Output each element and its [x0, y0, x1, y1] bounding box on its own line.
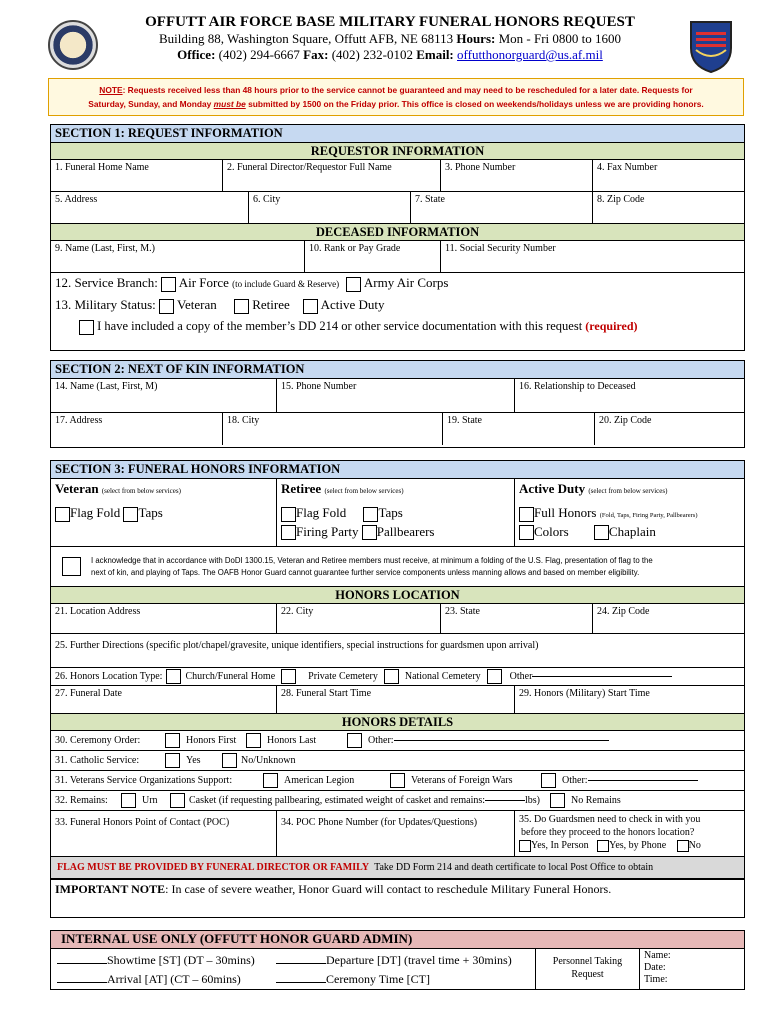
personnel-label: Personnel Taking — [552, 956, 623, 967]
note-prefix: NOTE — [99, 85, 123, 95]
air-force-checkbox[interactable] — [161, 277, 176, 292]
address: Building 88, Washington Square, Offutt AFB, NE 68113 — [158, 31, 454, 46]
wing-shield-logo — [688, 18, 734, 74]
nok-address-field[interactable]: 17. Address — [51, 413, 223, 445]
required-label: (required) — [585, 319, 638, 333]
check-in-field — [515, 811, 744, 856]
catholic-no-label: No/Unknown — [241, 755, 296, 766]
american-legion-checkbox[interactable] — [263, 773, 278, 788]
army-air-corps-checkbox[interactable] — [346, 277, 361, 292]
full-honors-checkbox[interactable] — [519, 507, 534, 522]
ceremony-other-label: Other: — [368, 735, 394, 746]
casket-checkbox[interactable] — [170, 793, 185, 808]
urn-checkbox[interactable] — [121, 793, 136, 808]
internal-times — [51, 949, 535, 989]
vso-label: 31. Veterans Service Organizations Support: — [55, 775, 233, 786]
no-remains-label: No Remains — [571, 795, 621, 806]
remains-label: 32. Remains: — [55, 795, 108, 806]
funeral-director-name-field[interactable]: 2. Funeral Director/Requestor Full Name — [223, 160, 441, 191]
important-note-text: : In case of severe weather, Honor Guard will contact to reschedule Military Funeral Honors. — [165, 882, 612, 896]
church-checkbox[interactable] — [166, 669, 181, 684]
active-duty-status-checkbox[interactable] — [303, 299, 318, 314]
active-duty-select-note: (select from below services) — [588, 487, 668, 495]
poc-phone-field[interactable]: 34. POC Phone Number (for Updates/Questions) — [277, 811, 515, 856]
vet-taps-checkbox[interactable] — [123, 507, 138, 522]
remains-row — [51, 791, 744, 811]
flag-notice — [51, 857, 744, 879]
important-note-label: IMPORTANT NOTE — [55, 882, 166, 896]
honors-last-checkbox[interactable] — [246, 733, 261, 748]
office-label: Office: — [177, 47, 216, 62]
no-remains-checkbox[interactable] — [550, 793, 565, 808]
section-2 — [50, 360, 745, 448]
deceased-name-field[interactable]: 9. Name (Last, First, M.) — [51, 241, 305, 272]
vet-taps-label: Taps — [138, 505, 163, 520]
funeral-start-time-field[interactable]: 28. Funeral Start Time — [277, 686, 515, 713]
military-status-label: 13. Military Status: — [55, 297, 156, 312]
offutt-seal-logo — [48, 20, 98, 70]
hours: Mon - Fri 0800 to 1600 — [498, 31, 622, 46]
retiree-services — [277, 479, 515, 546]
fax-number: (402) 232-0102 — [331, 47, 413, 62]
header-address-line — [110, 31, 670, 47]
private-cemetery-checkbox[interactable] — [281, 669, 296, 684]
ceremony-other-input[interactable] — [394, 740, 609, 741]
note-must-be: must be — [213, 99, 246, 110]
ret-pallbearers-label: Pallbearers — [376, 523, 435, 539]
casket-weight-input[interactable] — [485, 800, 525, 801]
retiree-heading: Retiree — [281, 481, 322, 496]
vso-other-checkbox[interactable] — [541, 773, 556, 788]
flag-take-text: Take DD Form 214 and death certificate to local Post Office to obtain — [374, 862, 654, 873]
vfw-checkbox[interactable] — [390, 773, 405, 788]
requestor-info-heading: REQUESTOR INFORMATION — [51, 143, 744, 160]
checkin-phone-checkbox[interactable] — [597, 840, 609, 852]
header-contact-line — [110, 47, 670, 63]
veteran-status-label: Veteran — [177, 297, 217, 312]
state-field[interactable]: 7. State — [411, 192, 593, 223]
note-line2c: submitted by 1500 on the Friday prior. This office is closed on weekends/holidays unless we are providing honors. — [245, 99, 704, 110]
checkin-in-person-checkbox[interactable] — [519, 840, 531, 852]
national-cemetery-checkbox[interactable] — [384, 669, 399, 684]
chaplain-checkbox[interactable] — [594, 525, 609, 540]
section-1 — [50, 124, 745, 351]
ceremony-time-input[interactable] — [276, 982, 326, 983]
personnel-time-label: Time: — [644, 974, 668, 985]
catholic-service-label: 31. Catholic Service: — [55, 755, 140, 766]
vso-row — [51, 771, 744, 791]
office-phone: (402) 294-6667 — [218, 47, 300, 62]
hours-label: Hours: — [456, 31, 496, 46]
veteran-heading: Veteran — [55, 481, 99, 496]
further-directions-field[interactable]: 25. Further Directions (specific plot/chapel/gravesite, unique identifiers, special instructions for guardsmen upon arrival) — [55, 640, 539, 651]
nok-name-field[interactable]: 14. Name (Last, First, M) — [51, 379, 277, 412]
ret-taps-label: Taps — [378, 505, 403, 520]
departure-input[interactable] — [276, 963, 326, 964]
ssn-field[interactable]: 11. Social Security Number — [445, 243, 556, 254]
checkin-phone-label: Yes, by Phone — [609, 840, 667, 851]
city-field[interactable]: 6. City — [249, 192, 411, 223]
showtime-label: Showtime [ST] (DT – 30mins) — [107, 953, 255, 967]
nok-city-field[interactable]: 18. City — [223, 413, 443, 445]
ceremony-order-row — [51, 731, 744, 751]
veteran-status-checkbox[interactable] — [159, 299, 174, 314]
funeral-date-field[interactable]: 27. Funeral Date — [51, 686, 277, 713]
ret-firing-party-checkbox[interactable] — [281, 525, 296, 540]
church-label: Church/Funeral Home — [185, 671, 276, 682]
request-label: Request — [571, 969, 604, 980]
catholic-service-row — [51, 751, 744, 771]
vso-other-input[interactable] — [588, 780, 698, 781]
section-1-title: SECTION 1: REQUEST INFORMATION — [51, 125, 744, 143]
note-line1: : Requests received less than 48 hours prior to the service cannot be guaranteed and may need to be rescheduled for a later date. Requests for — [122, 85, 693, 95]
ceremony-other-checkbox[interactable] — [347, 733, 362, 748]
ceremony-order-label: 30. Ceremony Order: — [55, 735, 141, 746]
ret-flag-fold-checkbox[interactable] — [281, 507, 296, 522]
honors-first-checkbox[interactable] — [165, 733, 180, 748]
email-link[interactable]: offutthonorguard@us.af.mil — [457, 47, 603, 62]
dd214-checkbox[interactable] — [79, 320, 94, 335]
honors-first-label: Honors First — [186, 735, 237, 746]
full-honors-label: Full Honors — [534, 505, 597, 520]
chaplain-label: Chaplain — [608, 523, 656, 539]
active-duty-status-label: Active Duty — [320, 297, 385, 312]
deceased-info-heading: DECEASED INFORMATION — [51, 224, 744, 241]
checkin-no-checkbox[interactable] — [677, 840, 689, 852]
phone-number-field[interactable]: 3. Phone Number — [441, 160, 593, 191]
ret-flag-fold-label: Flag Fold — [296, 505, 347, 520]
fax-label: Fax: — [303, 47, 329, 62]
personnel-name-label: Name: — [644, 950, 671, 961]
vet-flag-fold-checkbox[interactable] — [55, 507, 70, 522]
lbs-label: lbs) — [525, 795, 541, 806]
departure-label: Departure [DT] (travel time + 30mins) — [326, 953, 512, 967]
retiree-status-checkbox[interactable] — [234, 299, 249, 314]
vso-other-label: Other: — [562, 775, 588, 786]
active-duty-services — [515, 479, 744, 546]
acknowledgement-text: I acknowledge that in accordance with DoDI 1300.15, Veteran and Retiree members must receive, at minimum a folding of the U.S. Flag, presentation of flag to the next of kin, and playing of Taps. The OAFB Honor Guard cannot guarantee further service components unless manning allows and based on member eligibility. — [91, 556, 653, 577]
private-cemetery-label: Private Cemetery — [308, 671, 378, 682]
vet-flag-fold-label: Flag Fold — [70, 505, 121, 520]
address-field[interactable]: 5. Address — [51, 192, 249, 223]
arrival-input[interactable] — [57, 982, 107, 983]
location-type-row — [51, 668, 744, 686]
note-box — [48, 78, 744, 116]
veteran-select-note: (select from below services) — [101, 487, 181, 495]
internal-use-title: INTERNAL USE ONLY (OFFUTT HONOR GUARD ADMIN) — [51, 931, 744, 949]
ceremony-time-label: Ceremony Time [CT] — [326, 972, 430, 986]
location-type-label: 26. Honors Location Type: — [55, 671, 163, 682]
arrival-label: Arrival [AT] (CT – 60mins) — [107, 972, 241, 986]
retiree-select-note: (select from below services) — [324, 487, 404, 495]
catholic-yes-checkbox[interactable] — [165, 753, 180, 768]
honors-last-label: Honors Last — [267, 735, 317, 746]
section-2-title: SECTION 2: NEXT OF KIN INFORMATION — [51, 361, 744, 379]
veteran-services — [51, 479, 277, 546]
service-status-area — [51, 273, 744, 345]
nok-zip-field[interactable]: 20. Zip Code — [599, 415, 652, 426]
catholic-no-checkbox[interactable] — [222, 753, 237, 768]
nok-state-field[interactable]: 19. State — [443, 413, 595, 445]
other-location-label: Other — [509, 671, 533, 682]
full-honors-note: (Fold, Taps, Firing Party, Pallbearers) — [599, 512, 698, 519]
air-force-label: Air Force — [178, 275, 229, 290]
catholic-yes-label: Yes — [186, 755, 201, 766]
personnel-date-label: Date: — [644, 962, 666, 973]
ret-taps-checkbox[interactable] — [363, 507, 378, 522]
funeral-home-name-field[interactable]: 1. Funeral Home Name — [51, 160, 223, 191]
page-title: OFFUTT AIR FORCE BASE MILITARY FUNERAL HONORS REQUEST — [145, 14, 635, 30]
other-location-input[interactable] — [532, 676, 672, 677]
ret-pallbearers-checkbox[interactable] — [362, 525, 377, 540]
american-legion-label: American Legion — [284, 775, 355, 786]
army-air-corps-label: Army Air Corps — [363, 275, 449, 290]
nok-phone-field[interactable]: 15. Phone Number — [277, 379, 515, 412]
zip-code-field[interactable]: 8. Zip Code — [597, 194, 645, 205]
personnel-details[interactable] — [640, 949, 744, 989]
active-duty-heading: Active Duty — [519, 481, 586, 496]
rank-field[interactable]: 10. Rank or Pay Grade — [305, 241, 441, 272]
important-note — [51, 879, 744, 899]
ret-firing-party-label: Firing Party — [296, 523, 359, 539]
checkin-no-label: No — [688, 840, 701, 851]
other-location-checkbox[interactable] — [487, 669, 502, 684]
location-state-field[interactable]: 23. State — [441, 604, 593, 633]
casket-label: Casket (if requesting pallbearing, estimated weight of casket and remains: — [189, 795, 486, 806]
note-line2a: Saturday, Sunday, and Monday — [88, 99, 214, 110]
national-cemetery-label: National Cemetery — [404, 671, 481, 682]
fax-number-field[interactable]: 4. Fax Number — [597, 162, 658, 173]
honors-details-heading: HONORS DETAILS — [51, 714, 744, 731]
flag-must-text: FLAG MUST BE PROVIDED BY FUNERAL DIRECTOR OR FAMILY — [57, 862, 370, 873]
location-city-field[interactable]: 22. City — [277, 604, 441, 633]
personnel-taking-request — [535, 949, 640, 989]
dd214-label: I have included a copy of the member’s DD 214 or other service documentation with this request — [97, 319, 583, 333]
retiree-status-label: Retiree — [252, 297, 290, 312]
honors-location-heading: HONORS LOCATION — [51, 587, 744, 604]
check-in-question-1: 35. Do Guardsmen need to check in with you — [519, 814, 701, 825]
section-3-title: SECTION 3: FUNERAL HONORS INFORMATION — [51, 461, 744, 479]
check-in-question-2: before they proceed to the honors location? — [521, 827, 695, 838]
urn-label: Urn — [142, 795, 158, 806]
colors-checkbox[interactable] — [519, 525, 534, 540]
checkin-in-person-label: Yes, In Person — [531, 840, 589, 851]
colors-label: Colors — [534, 523, 569, 539]
showtime-input[interactable] — [57, 963, 107, 964]
honors-start-time-field[interactable]: 29. Honors (Military) Start Time — [519, 688, 650, 699]
poc-field[interactable]: 33. Funeral Honors Point of Contact (POC) — [51, 811, 277, 856]
acknowledge-checkbox[interactable] — [62, 557, 81, 576]
location-address-field[interactable]: 21. Location Address — [51, 604, 277, 633]
section-3 — [50, 460, 745, 918]
air-force-note: (to include Guard & Reserve) — [232, 279, 340, 289]
nok-relationship-field[interactable]: 16. Relationship to Deceased — [519, 381, 636, 392]
internal-use-section — [50, 930, 745, 990]
vfw-label: Veterans of Foreign Wars — [411, 775, 513, 786]
location-zip-field[interactable]: 24. Zip Code — [597, 606, 650, 617]
email-label: Email: — [416, 47, 454, 62]
service-branch-label: 12. Service Branch: — [55, 275, 158, 290]
